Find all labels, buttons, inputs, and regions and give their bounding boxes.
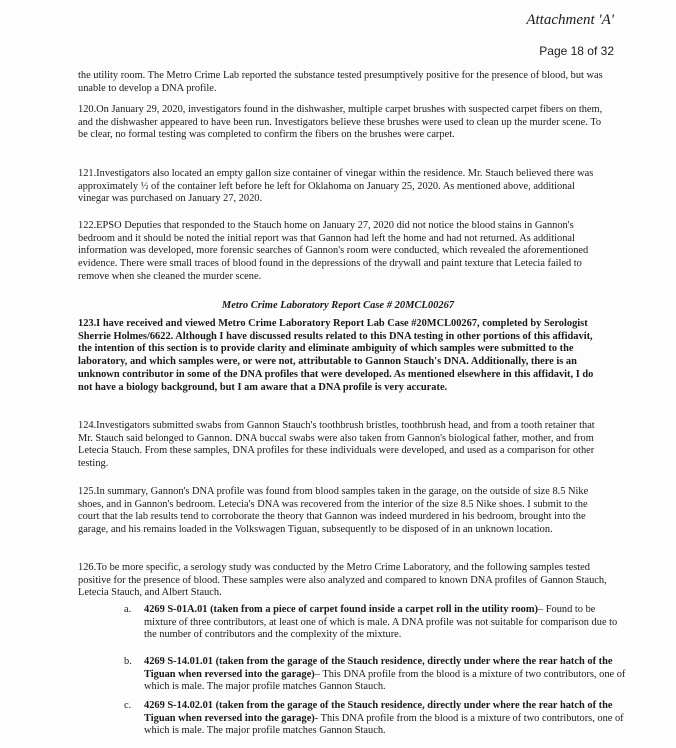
paragraph-125: 125.In summary, Gannon's DNA profile was found from blood samples taken in the garage, on the outside of size 8.5 Nike shoes, and in Gannon's bedroom. Letecia's DNA was recovered from the interior of the size 8.5 Nike shoes. I submit to the court that the lab results tend to corroborate the theory that Gannon was indeed murdered in his bedroom, brought into the garage, and his remains loaded in the Volkswagen Tiguan, subsequently to be disposed of in an unknown location. (78, 486, 589, 536)
list-marker: c. (124, 700, 132, 711)
list-marker: a. (124, 604, 132, 615)
paragraph-123: 123.I have received and viewed Metro Crime Laboratory Report Lab Case #20MCL00267, completed by Serologist Sherrie Holmes/6622. Although I have discussed results related to this DNA testing in other portions of this affidavit, the intention of this section is to provide clarity and eliminate ambiguity of which samples were submitted to the laboratory, and which samples were, or were not, attributable to Gannon Stauch's DNA. Additionally, there is an unknown contributor in some of the DNA profiles that were developed. As mentioned elsewhere in this affidavit, I do not have a biology background, but I am aware that a DNA profile is very accurate. (78, 318, 594, 393)
paragraph-121: 121.Investigators also located an empty gallon size container of vinegar within the residence. Mr. Stauch believed there was approximately ½ of the container left before he left for Oklahoma on January 25, 2020. As mentioned above, additional vinegar was purchased on January 27, 2020. (78, 168, 594, 205)
paragraph-122: 122.EPSO Deputies that responded to the Stauch home on January 27, 2020 did not notice the blood stains in Gannon's bedroom and it should be noted the initial report was that Gannon had left the home and had not returned. As additional information was developed, more forensic searches of Gannon's room were conducted, which revealed the aforementioned evidence. There were small traces of blood found in the depressions of the drywall and paint texture that Letecia failed to remove when she cleaned the murder scene. (78, 220, 589, 282)
list-marker: b. (124, 656, 132, 667)
paragraph-124: 124.Investigators submitted swabs from Gannon Stauch's toothbrush bristles, toothbrush head, and from a tooth retainer that Mr. Stauch said belonged to Gannon. DNA buccal swabs were also taken from Gannon's biological father, mother, and from Letecia Stauch. From these samples, DNA profiles for these individuals were developed, and used as a comparison for other testing. (78, 420, 595, 470)
list-item-bold: 4269 S-01A.01 (taken from a piece of carpet found inside a carpet roll in the utility room) (144, 604, 538, 615)
list-item-c (124, 700, 628, 738)
list-item-bold: 4269 S-14.02.01 (taken from the garage of the Stauch residence, directly under where the rear hatch of the Tiguan when reversed into the garage) (144, 700, 613, 724)
paragraph-126: 126.To be more specific, a serology study was conducted by the Metro Crime Laboratory, and the following samples tested positive for the presence of blood. These samples were also analyzed and compared to known DNA profiles of Gannon Stauch, Letecia Stauch, and Albert Stauch. (78, 562, 607, 599)
section-heading: Metro Crime Laboratory Report Case # 20MCL00267 (221, 300, 455, 311)
attachment-label: Attachment 'A' (526, 12, 614, 28)
list-item-b (124, 656, 628, 694)
list-item-bold: 4269 S-14.01.01 (taken from the garage of the Stauch residence, directly under where the rear hatch of the Tiguan when reversed into the garage) (144, 656, 613, 680)
page-number: Page 18 of 32 (539, 44, 614, 58)
paragraph-120: 120.On January 29, 2020, investigators found in the dishwasher, multiple carpet brushes with suspected carpet fibers on them, and the dishwasher appeared to have been run. Investigators believe these brushes were used to clean up the murder scene. To be clear, no formal testing was completed to confirm the fibers on the brushes were carpet. (78, 104, 603, 141)
list-item-text: - This DNA profile from the blood is a mixture of two contributors, one of which is male. The major profile matches Gannon Stauch. (144, 712, 624, 737)
list-item-text: – This DNA profile from the blood is a mixture of two contributors, one of which is male. The major profile matches Gannon Stauch. (144, 668, 626, 693)
list-item-a (124, 604, 628, 642)
paragraph-continued: the utility room. The Metro Crime Lab reported the substance tested presumptively positive for the presence of blood, but was unable to develop a DNA profile. (78, 70, 603, 94)
list-item-text: – Found to be mixture of three contributors, at least one of which is male. A DNA profile was not suitable for comparison due to the number of contributors and the complexity of the mixture. (144, 604, 618, 641)
